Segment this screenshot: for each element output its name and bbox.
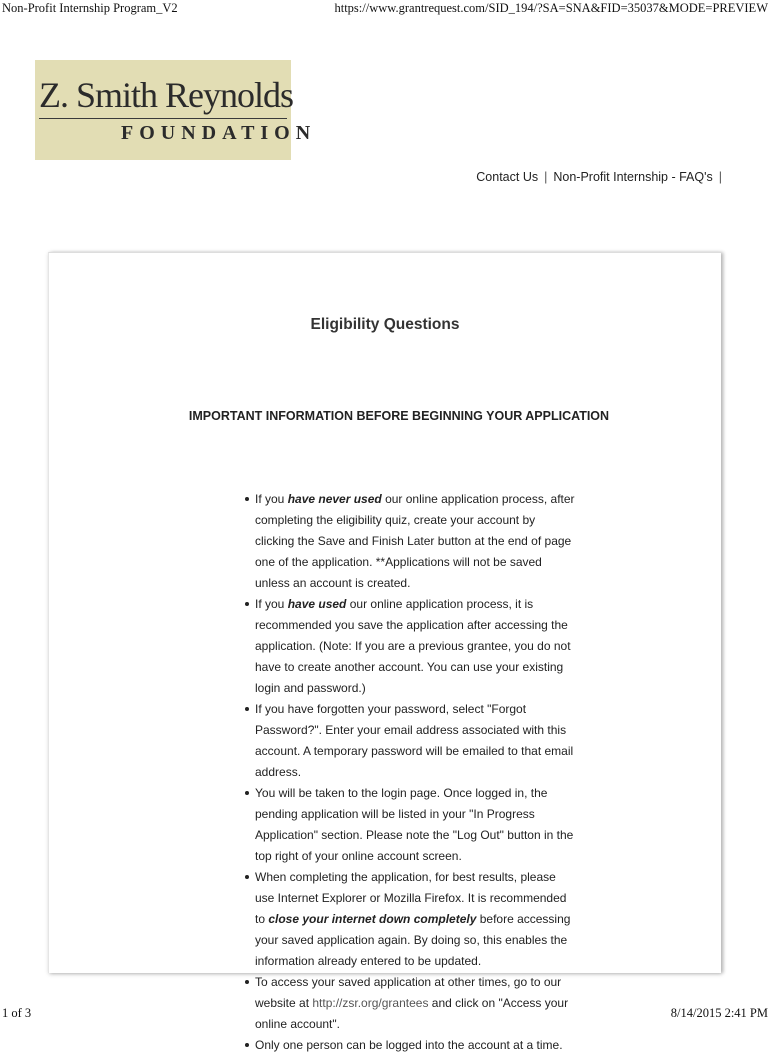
section-heading: IMPORTANT INFORMATION BEFORE BEGINNING YOUR APPLICATION: [188, 409, 610, 423]
list-item: If you have forgotten your password, select "Forgot Password?". Enter your email address associated with this account. A temporary password will be emailed to that email address.: [245, 699, 575, 783]
list-item: When completing the application, for best results, please use Internet Explorer or Mozilla Firefox. It is recommended to close your internet down completely before accessing your saved application again. By doing so, this enables the information already entered to be updated.: [245, 867, 575, 972]
list-item: You will be taken to the login page. Once logged in, the pending application will be listed in your "In Progress Application" section. Please note the "Log Out" button in the top right of your online account screen.: [245, 783, 575, 867]
faq-link[interactable]: Non-Profit Internship - FAQ's: [553, 170, 713, 184]
logo-name: Z. Smith Reynolds: [39, 75, 294, 115]
emphasis-text: have never used: [287, 492, 382, 506]
instructions-list: [245, 489, 575, 1056]
print-page-number: 1 of 3: [2, 1006, 32, 1020]
list-item: To access your saved application at other times, go to our website at http://zsr.org/grantees and click on "Access your online account".: [245, 972, 575, 1035]
print-page-title: Non-Profit Internship Program_V2: [2, 1, 178, 15]
logo-subtitle: FOUNDATION: [121, 122, 317, 144]
emphasis-text: have used: [287, 597, 347, 611]
grantees-link[interactable]: http://zsr.org/grantees: [312, 996, 429, 1010]
nav-separator: |: [718, 170, 722, 184]
logo-divider: [39, 118, 287, 119]
nav-separator: |: [544, 170, 548, 184]
list-item: Only one person can be logged into the account at a time.: [245, 1035, 575, 1056]
page-title: Eligibility Questions: [310, 316, 460, 333]
contact-us-link[interactable]: Contact Us: [476, 170, 539, 184]
print-datetime: 8/14/2015 2:41 PM: [670, 1006, 768, 1020]
list-item: If you have used our online application process, it is recommended you save the application after accessing the application. (Note: If you are a previous grantee, you do not have to create another account. You can use your existing login and password.): [245, 594, 575, 699]
print-page-url: https://www.grantrequest.com/SID_194/?SA=SNA&FID=35037&MODE=PREVIEW: [334, 1, 768, 15]
emphasis-text: close your internet down completely: [268, 912, 477, 926]
foundation-logo[interactable]: [35, 60, 317, 160]
list-item: If you have never used our online application process, after completing the eligibility quiz, create your account by clicking the Save and Finish Later button at the end of page one of the application. **Applications will not be saved unless an account is created.: [245, 489, 575, 594]
header-nav: [476, 170, 728, 184]
print-footer: [0, 1006, 770, 1022]
print-header: [0, 1, 770, 17]
